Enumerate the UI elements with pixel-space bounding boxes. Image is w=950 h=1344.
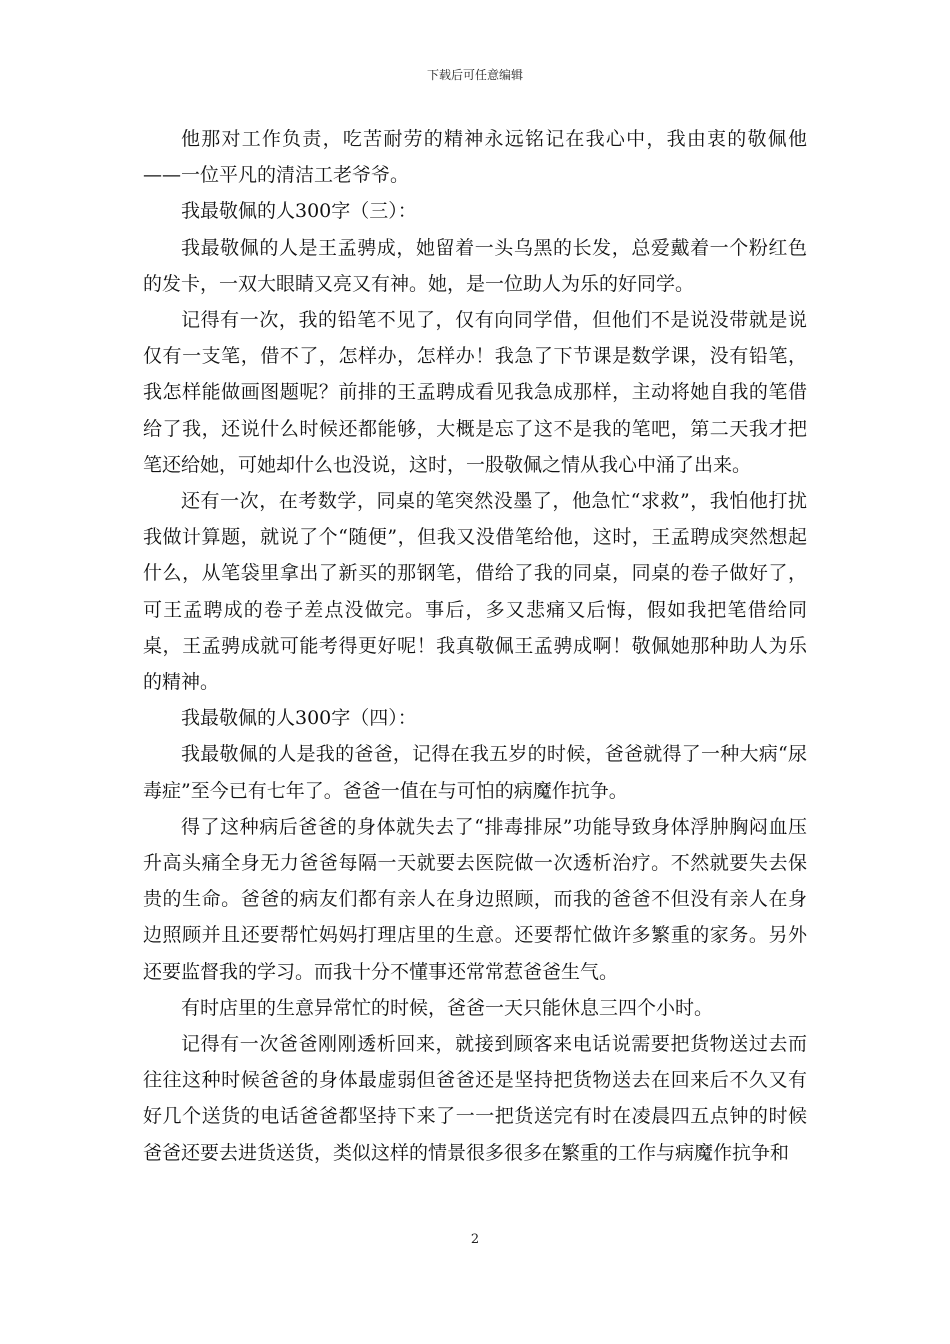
- section-heading: 我最敬佩的人300字（三）：: [181, 200, 417, 223]
- paragraph: 有时店里的生意异常忙的时候，爸爸一天只能休息三四个小时。: [181, 996, 714, 1019]
- paragraph: 我最敬佩的人是王孟骋成，她留着一头乌黑的长发，总爱戴着一个粉红色的发卡，一双大眼睛又亮又有神。她，是一位助人为乐的好同学。: [143, 236, 807, 295]
- section-heading: 我最敬佩的人300字（四）：: [181, 707, 417, 730]
- paragraph: 记得有一次，我的铅笔不见了，仅有向同学借，但他们不是说没带就是说仅有一支笔，借不了，怎样办，怎样办！我急了下节课是数学课，没有铅笔，我怎样能做画图题呢？前排的王孟聘成看见我急成那样，主动将她自我的笔借给了我，还说什么时候还都能够，大概是忘了这不是我的笔吧，第二天我才把笔还给她，可她却什么也没说，这时，一股敬佩之情从我心中涌了出来。: [143, 309, 807, 476]
- paragraph: 我最敬佩的人是我的爸爸，记得在我五岁的时候，爸爸就得了一种大病“尿毒症”至今已有七年了。爸爸一值在与可怕的病魔作抗争。: [143, 743, 807, 802]
- header-note: 下载后可任意编辑: [426, 68, 523, 82]
- page-number: 2: [470, 1232, 480, 1247]
- paragraph: 记得有一次爸爸刚刚透析回来，就接到顾客来电话说需要把货物送过去而往往这种时候爸爸的身体最虚弱但爸爸还是坚持把货物送去在回来后不久又有好几个送货的电话爸爸都坚持下来了一一把货送完有时在凌晨四五点钟的时候爸爸还要去进货送货，类似这样的情景很多很多在繁重的工作与病魔作抗争和: [143, 1033, 807, 1164]
- paragraph: 还有一次，在考数学，同桌的笔突然没墨了，他急忙“求救”，我怕他打扰我做计算题，就说了个“随便”，但我又没借笔给他，这时，王孟聘成突然想起什么，从笔袋里拿出了新买的那钢笔，借给了我的同桌，同桌的卷子做好了，可王孟聘成的卷子差点没做完。事后，多又悲痛又后悔，假如我把笔借给同桌，王孟骋成就可能考得更好呢！我真敬佩王孟骋成啊！敬佩她那种助人为乐的精神。: [143, 490, 807, 694]
- paragraph: 得了这种病后爸爸的身体就失去了“排毒排尿”功能导致身体浮肿胸闷血压升高头痛全身无力爸爸每隔一天就要去医院做一次透析治疗。不然就要失去保贵的生命。爸爸的病友们都有亲人在身边照顾，而我的爸爸不但没有亲人在身边照顾并且还要帮忙妈妈打理店里的生意。还要帮忙做许多繁重的家务。另外还要监督我的学习。而我十分不懂事还常常惹爸爸生气。: [143, 815, 807, 983]
- document-body: [143, 121, 807, 1171]
- paragraph: 他那对工作负责，吃苦耐劳的精神永远铭记在我心中，我由衷的敬佩他——一位平凡的清洁工老爷爷。: [143, 128, 807, 187]
